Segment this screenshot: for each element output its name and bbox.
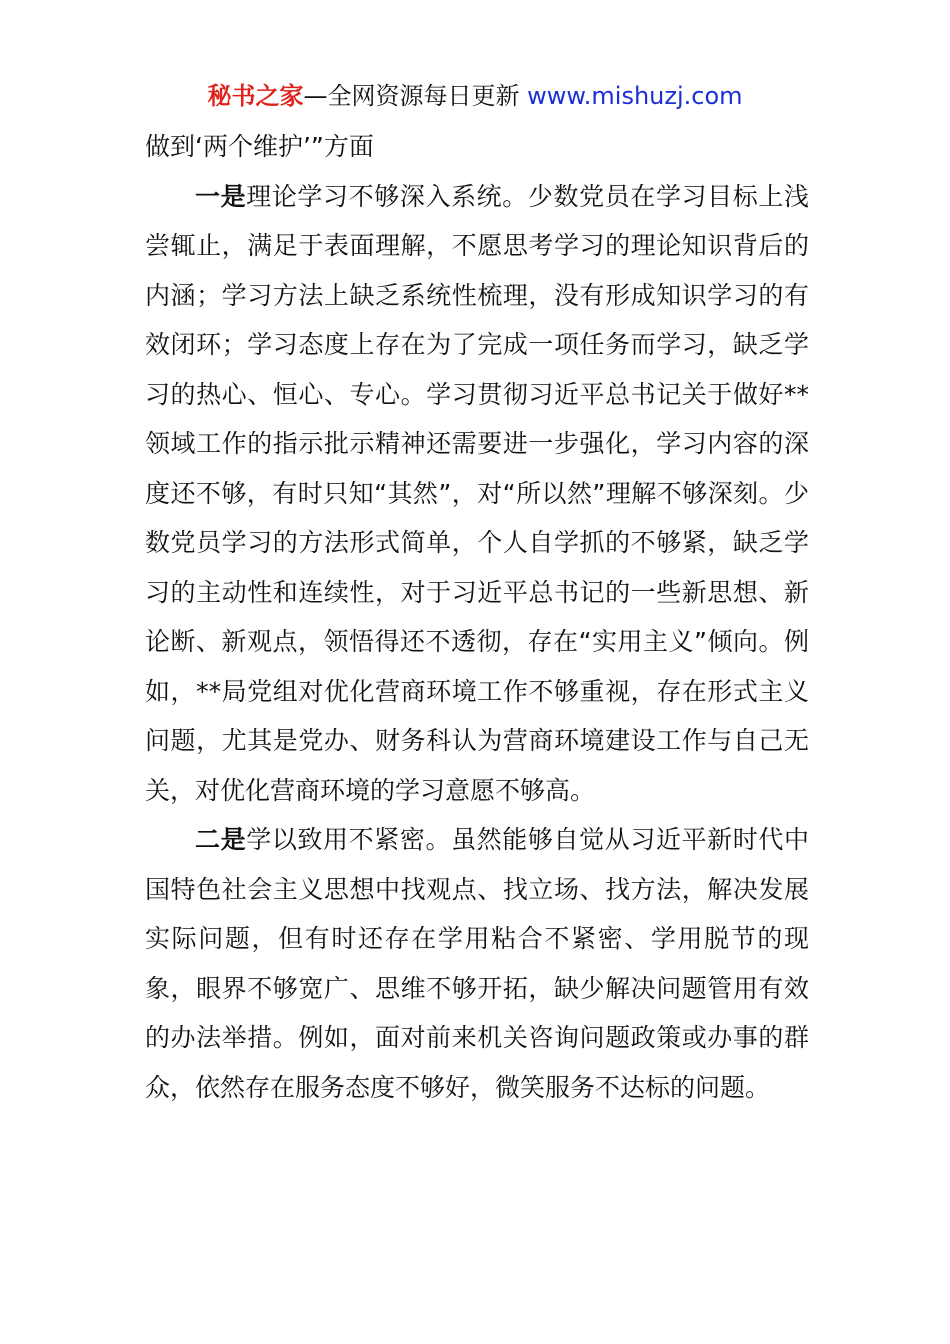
paragraph-2-text: 学以致用不紧密。虽然能够自觉从习近平新时代中国特色社会主义思想中找观点、找立场、找方法，解决发展实际问题，但有时还存在学用粘合不紧密、学用脱节的现象，眼界不够宽广、思维不够开拓，缺少解决问题管用有效的办法举措。例如，面对前来机关咨询问题政策或办事的群众，依然存在服务态度不够好，微笑服务不达标的问题。 [145, 825, 809, 1102]
paragraph-2-lead: 二是 [195, 825, 247, 854]
document-body [145, 122, 809, 1112]
paragraph-1-lead: 一是 [195, 181, 247, 211]
paragraph-2 [145, 815, 809, 1112]
site-url: www.mishuzj.com [527, 82, 743, 110]
brand-name: 秘书之家 [207, 82, 304, 110]
paragraph-1 [145, 172, 809, 816]
header-tagline: —全网资源每日更新 [303, 82, 528, 110]
page-header [0, 80, 950, 112]
continuation-line: 做到‘两个维护’”方面 [145, 132, 374, 161]
paragraph-1-text: 理论学习不够深入系统。少数党员在学习目标上浅尝辄止，满足于表面理解，不愿思考学习的理论知识背后的内涵；学习方法上缺乏系统性梳理，没有形成知识学习的有效闭环；学习态度上存在为了完成一项任务而学习，缺乏学习的热心、恒心、专心。学习贯彻习近平总书记关于做好**领域工作的指示批示精神还需要进一步强化，学习内容的深度还不够，有时只知“其然”，对“所以然”理解不够深刻。少数党员学习的方法形式简单，个人自学抓的不够紧，缺乏学习的主动性和连续性，对于习近平总书记的一些新思想、新论断、新观点，领悟得还不透彻，存在“实用主义”倾向。例如，**局党组对优化营商环境工作不够重视，存在形式主义问题，尤其是党办、财务科认为营商环境建设工作与自己无关，对优化营商环境的学习意愿不够高。 [145, 181, 809, 805]
